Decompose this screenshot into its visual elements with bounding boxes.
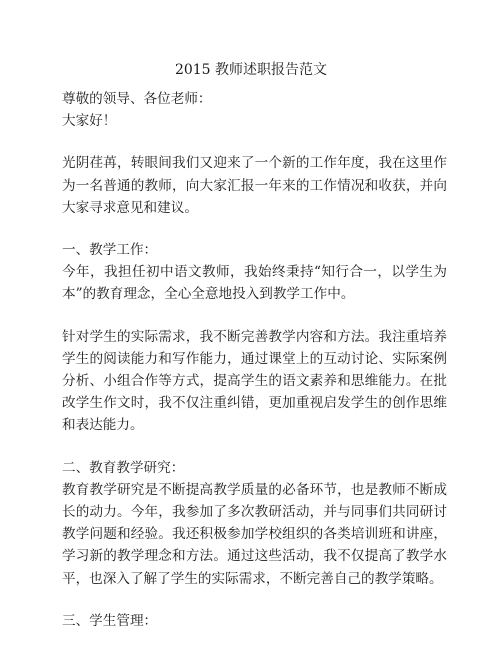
paragraph-spacer <box>62 306 447 326</box>
section-heading-research: 二、教育教学研究： <box>62 459 185 476</box>
salutation: 尊敬的领导、各位老师： <box>62 91 212 107</box>
research-paragraph-1: 教育教学研究是不断提高教学质量的必备环节，也是教师不断成长的动力。今年，我参加了多次教研活动，并与同事们共同研讨教学问题和经验。我还积极参加学校组织的各类培训班和讲座，学习新的教学理念和方法。通过这些活动，我不仅提高了教学水平，也深入了解了学生的实际需求，不断完善自己的教学策略。 <box>62 481 447 587</box>
paragraph-spacer <box>62 219 447 239</box>
document-body <box>62 88 447 632</box>
greeting: 大家好！ <box>62 113 117 130</box>
intro-paragraph: 光阴荏苒，转眼间我们又迎来了一个新的工作年度，我在这里作为一名普通的教师，向大家汇报一年来的工作情况和收获，并向大家寻求意见和建议。 <box>62 155 447 216</box>
paragraph-spacer <box>62 590 447 610</box>
document-title: 2015 教师述职报告范文 <box>174 62 328 78</box>
section-heading-student-management: 三、学生管理： <box>62 612 158 629</box>
teaching-paragraph-1: 今年，我担任初中语文教师，我始终秉持“知行合一，以学生为本”的教育理念，全心全意地投入到教学工作中。 <box>62 264 447 303</box>
section-heading-teaching: 一、教学工作： <box>62 242 158 259</box>
paragraph-spacer <box>62 437 447 457</box>
teaching-paragraph-2: 针对学生的实际需求，我不断完善教学内容和方法。我注重培养学生的阅读能力和写作能力，通过课堂上的互动讨论、实际案例分析、小组合作等方式，提高学生的语文素养和思维能力。在批改学生作文时，我不仅注重纠错，更加重视启发学生的创作思维和表达能力。 <box>62 328 447 434</box>
paragraph-spacer <box>62 132 447 152</box>
